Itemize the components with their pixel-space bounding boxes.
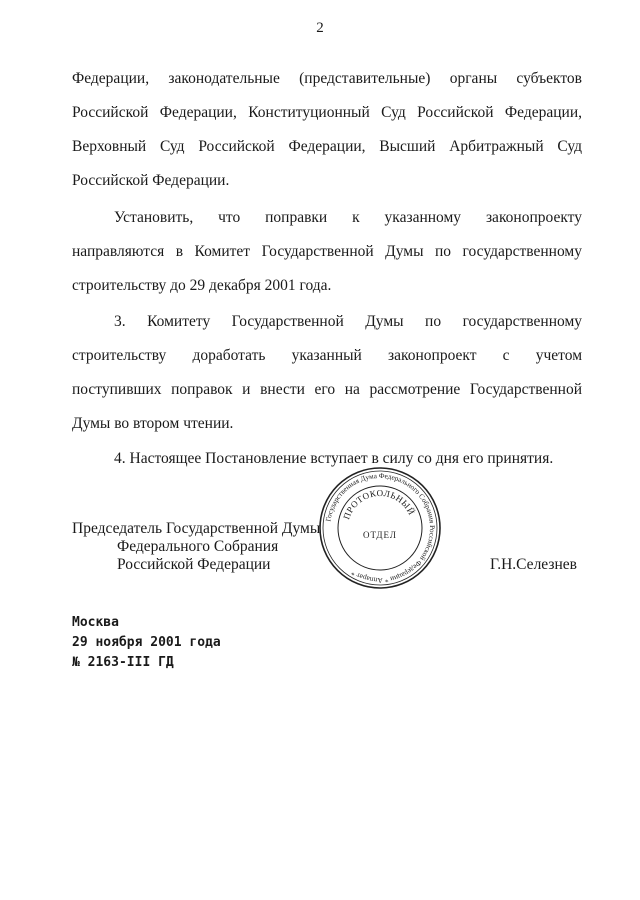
text-line: Российской Федерации. — [72, 172, 230, 189]
document-footer — [72, 613, 221, 673]
paragraph-amendments-deadline — [72, 201, 582, 303]
stamp-inner-text: ПРОТОКОЛЬНЫЙ — [341, 487, 417, 521]
text-line: направляются в Комитет Государственной Думы по государственному — [72, 243, 582, 260]
signatory-name: Г.Н.Селезнев — [490, 556, 577, 573]
signatory-title-line2: Федерального Собрания — [117, 538, 279, 555]
signatory-title-line1: Председатель Государственной Думы — [72, 520, 321, 537]
paragraph-item-3 — [72, 305, 582, 441]
text-line: 4. Настоящее Постановление вступает в силу со дня его принятия. — [114, 450, 554, 467]
page-number: 2 — [316, 20, 324, 36]
footer-city: Москва — [72, 615, 119, 630]
paragraph-continued — [72, 62, 582, 198]
footer-date: 29 ноября 2001 года — [72, 635, 221, 650]
signatory-title-line3: Российской Федерации — [117, 556, 271, 573]
text-line: Российской Федерации, Конституционный Суд Российской Федерации, — [72, 104, 582, 121]
stamp-outer-text: Государственная Дума Федерального Собрания Российской Федерации * Аппарат * — [324, 471, 437, 585]
text-line: Федерации, законодательные (представительные) органы субъектов — [72, 70, 582, 87]
official-stamp — [318, 466, 442, 590]
text-line: Установить, что поправки к указанному законопроекту — [114, 209, 582, 226]
text-line: поступивших поправок и внести его на рассмотрение Государственной — [72, 381, 582, 398]
text-line: строительству до 29 декабря 2001 года. — [72, 277, 332, 294]
footer-number: № 2163-III ГД — [72, 655, 174, 670]
text-line: Думы во втором чтении. — [72, 415, 234, 432]
text-line: строительству доработать указанный законопроект с учетом — [72, 347, 582, 364]
text-line: 3. Комитету Государственной Думы по государственному — [114, 313, 582, 330]
stamp-center-text: ОТДЕЛ — [362, 530, 398, 540]
text-line: Верховный Суд Российской Федерации, Высший Арбитражный Суд — [72, 138, 582, 155]
